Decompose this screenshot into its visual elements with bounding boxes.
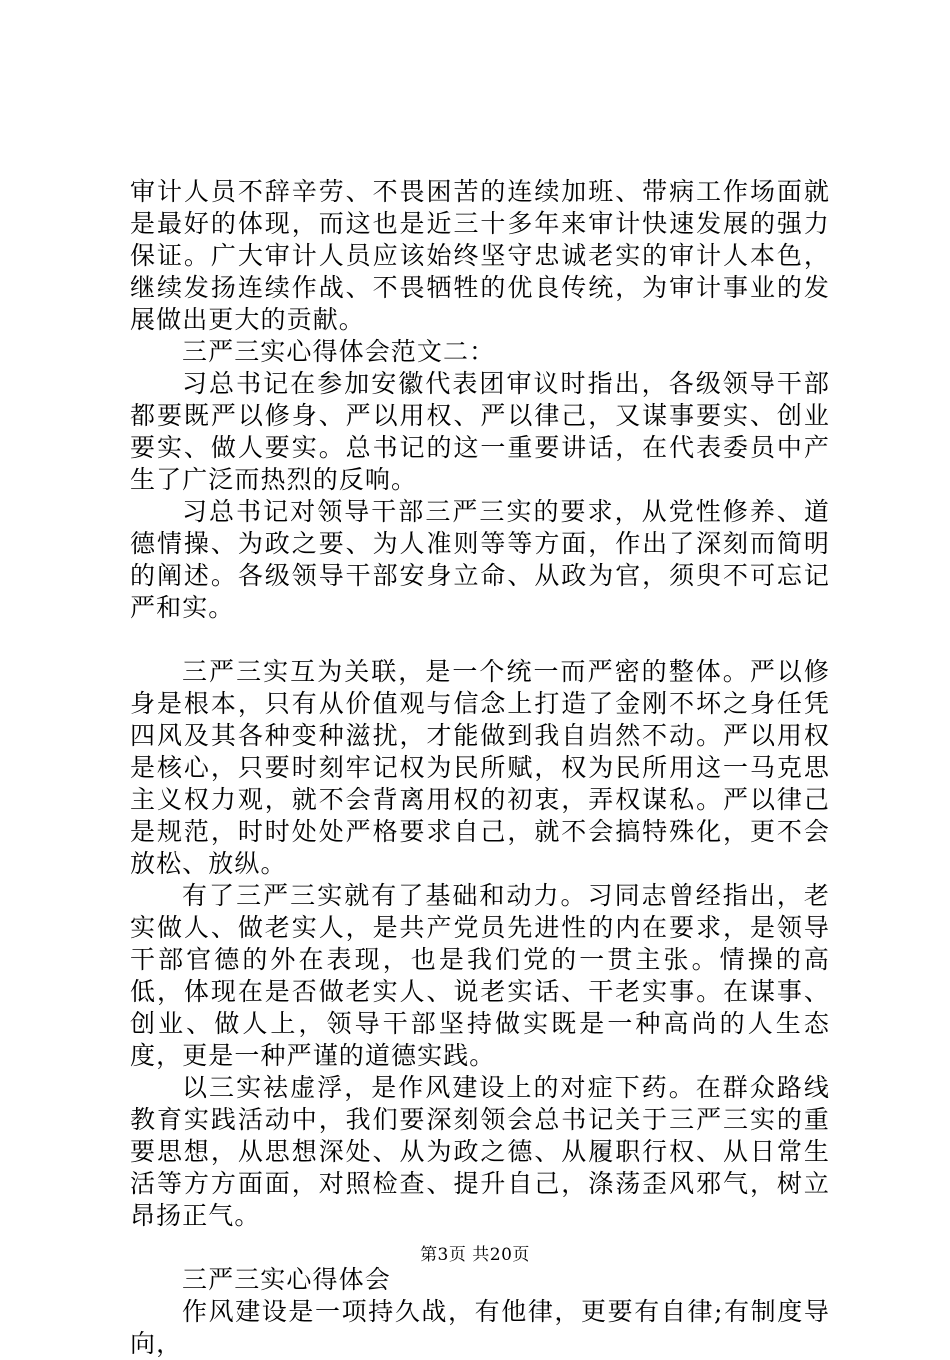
paragraph-6: 有了三严三实就有了基础和动力。习同志曾经指出，老实做人、做老实人，是共产党员先进性的内在要求，是领导干部官德的外在表现，也是我们党的一贯主张。情操的高低，体现在是否做老实人、说老实话、干老实事。在谋事、创业、做人上，领导干部坚持做实既是一种高尚的人生态度，更是一种严谨的道德实践。 (130, 881, 830, 1070)
section-heading-xinde: 三严三实心得体会 (182, 1265, 391, 1294)
paragraph-gap (130, 624, 830, 656)
paragraph-1: 审计人员不辞辛劳、不畏困苦的连续加班、带病工作场面就是最好的体现，而这也是近三十多年来审计快速发展的强力保证。广大审计人员应该始终坚守忠诚老实的审计人本色，继续发扬连续作战、不畏牺牲的优良传统，为审计事业的发展做出更大的贡献。 (130, 177, 830, 334)
paragraph-7: 以三实祛虚浮，是作风建设上的对症下药。在群众路线教育实践活动中，我们要深刻领会总书记关于三严三实的重要思想，从思想深处、从为政之德、从履职行权、从日常生活等方方面面，对照检查、提升自己，涤荡歪风邪气，树立昂扬正气。 (130, 1073, 830, 1230)
paragraph-5: 三严三实互为关联，是一个统一而严密的整体。严以修身是根本，只有从价值观与信念上打造了金刚不坏之身任凭四风及其各种变种滋扰，才能做到我自岿然不动。严以用权是核心，只要时刻牢记权为民所赋，权为民所用这一马克思主义权力观，就不会背离用权的初衷，弄权谋私。严以律己是规范，时时处处严格要求自己，就不会搞特殊化，更不会放松、放纵。 (130, 657, 830, 878)
paragraph-3: 习总书记在参加安徽代表团审议时指出，各级领导干部都要既严以修身、严以用权、严以律己，又谋事要实、创业要实、做人要实。总书记的这一重要讲话，在代表委员中产生了广泛而热烈的反响。 (130, 369, 830, 494)
paragraph-4: 习总书记对领导干部三严三实的要求，从党性修养、道德情操、为政之要、为人准则等等方面，作出了深刻而简明的阐述。各级领导干部安身立命、从政为官，须臾不可忘记严和实。 (130, 497, 830, 622)
paragraph-9: 作风建设是一项持久战，有他律，更要有自律;有制度导向， (130, 1297, 830, 1358)
page-number-footer: 第3页 共20页 (420, 1245, 530, 1265)
section-heading-fanwen-er: 三严三实心得体会范文二： (182, 337, 496, 366)
document-body (130, 176, 830, 1360)
